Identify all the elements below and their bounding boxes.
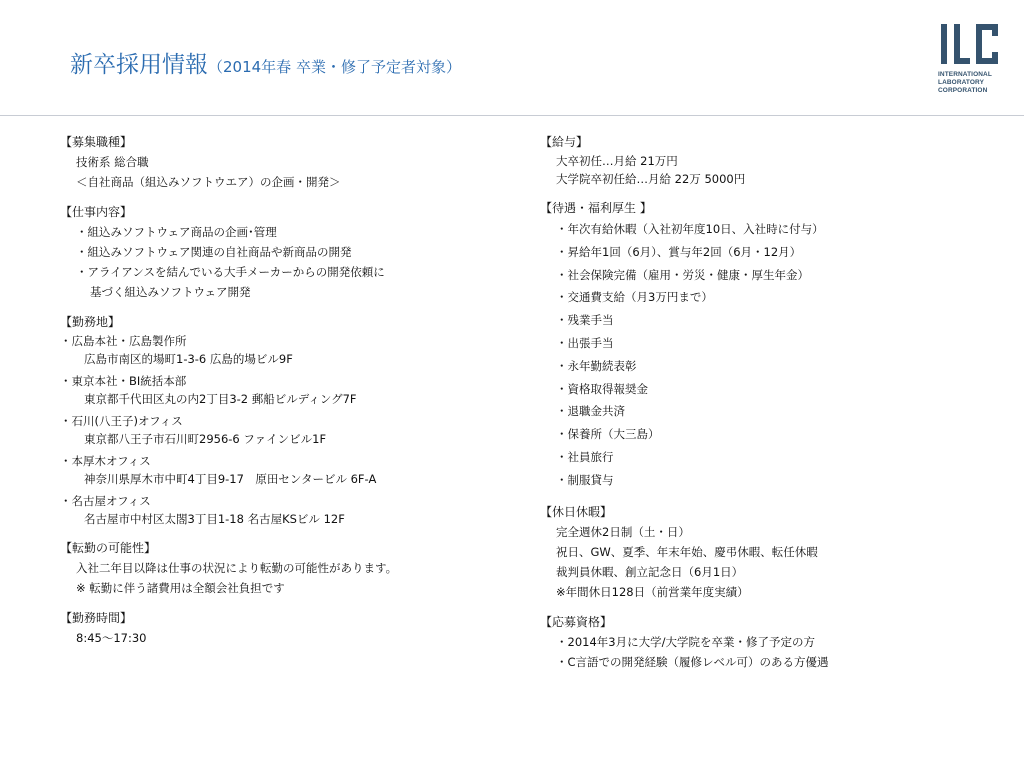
section-heading: 【勤務地】 xyxy=(60,315,121,329)
qualification-item: ・C言語での開発経験（履修レベル可）のある方優遇 xyxy=(556,654,829,669)
benefit-item: ・昇給年1回（6月）、賞与年2回（6月・12月） xyxy=(556,244,802,259)
qualification-item: ・2014年3月に大学/大学院を卒業・修了予定の方 xyxy=(556,634,815,649)
holiday-line: ※年間休日128日（前営業年度実績） xyxy=(556,584,749,599)
section-heading: 【募集職種】 xyxy=(60,135,133,149)
office-name: ・石川(八王子)オフィス xyxy=(60,414,183,428)
office-address: 広島市南区的場町1-3-6 広島的場ビル9F xyxy=(84,352,293,366)
job-type-line: ＜自社商品（組込みソフトウエア）の企画・開発＞ xyxy=(76,175,341,189)
benefit-item: ・社員旅行 xyxy=(556,449,614,464)
title-subtitle: （2014年春 卒業・修了予定者対象） xyxy=(208,58,461,76)
benefit-item: ・年次有給休暇（入社初年度10日、入社時に付与） xyxy=(556,222,824,236)
section-job-type xyxy=(60,132,510,192)
transfer-line: 入社二年目以降は仕事の状況により転勤の可能性があります。 xyxy=(76,561,398,575)
section-work-location xyxy=(60,312,510,528)
logo-line-3: CORPORATION xyxy=(938,87,988,94)
section-heading: 【給与】 xyxy=(540,135,589,149)
section-salary xyxy=(540,132,1000,188)
office-name: ・本厚木オフィス xyxy=(60,454,151,468)
section-heading: 【待遇・福利厚生 】 xyxy=(540,201,652,215)
salary-line: 大学院卒初任給…月給 22万 5000円 xyxy=(556,172,746,186)
section-job-content xyxy=(60,202,510,302)
office-address: 名古屋市中村区太閤3丁目1-18 名古屋KSビル 12F xyxy=(84,512,345,526)
section-holidays xyxy=(540,502,1000,602)
section-heading: 【休日休暇】 xyxy=(540,504,613,519)
job-content-item: ・アライアンスを結んでいる大手メーカーからの開発依頼に xyxy=(76,265,385,279)
right-column xyxy=(540,132,1000,682)
section-benefits xyxy=(540,198,1000,492)
work-hours-value: 8:45～17:30 xyxy=(76,631,147,645)
benefit-item: ・出張手当 xyxy=(556,335,614,350)
section-heading: 【転勤の可能性】 xyxy=(60,541,157,555)
office-name: ・広島本社・広島製作所 xyxy=(60,334,187,348)
page-title xyxy=(70,54,461,77)
holiday-line: 祝日、GW、夏季、年末年始、慶弔休暇、転任休暇 xyxy=(556,544,818,559)
office-address: 東京都千代田区丸の内2丁目3-2 郵船ビルディング7F xyxy=(84,392,357,406)
benefit-item: ・社会保険完備（雇用・労災・健康・厚生年金） xyxy=(556,267,809,282)
benefit-item: ・退職金共済 xyxy=(556,404,625,419)
benefit-item: ・交通費支給（月3万円まで） xyxy=(556,290,713,305)
transfer-line: ※ 転勤に伴う諸費用は全額会社負担です xyxy=(76,581,285,595)
section-transfer xyxy=(60,538,510,598)
logo-line-1: INTERNATIONAL xyxy=(938,71,992,78)
job-content-item: 基づく組込みソフトウェア開発 xyxy=(90,285,251,299)
office-address: 東京都八王子市石川町2956-6 ファインビル1F xyxy=(84,432,327,446)
section-heading: 【応募資格】 xyxy=(540,614,613,629)
office-address: 神奈川県厚木市中町4丁目9-17 原田センタービル 6F-A xyxy=(84,472,377,486)
holiday-line: 裁判員休暇、創立記念日（6月1日） xyxy=(556,564,744,579)
title-main: 新卒採用情報 xyxy=(70,52,208,78)
slide-header xyxy=(0,0,1024,116)
job-type-line: 技術系 総合職 xyxy=(76,155,149,169)
section-heading: 【仕事内容】 xyxy=(60,205,133,219)
holiday-line: 完全週休2日制（土・日） xyxy=(556,524,690,539)
office-name: ・東京本社・BI統括本部 xyxy=(60,374,187,388)
job-content-item: ・組込みソフトウェア商品の企画･管理 xyxy=(76,225,277,239)
section-work-hours xyxy=(60,608,510,648)
header-divider xyxy=(0,115,1024,116)
left-column xyxy=(60,132,510,658)
section-heading: 【勤務時間】 xyxy=(60,611,133,625)
salary-line: 大卒初任…月給 21万円 xyxy=(556,154,678,168)
office-name: ・名古屋オフィス xyxy=(60,494,151,508)
job-content-item: ・組込みソフトウェア関連の自社商品や新商品の開発 xyxy=(76,245,352,259)
section-qualifications xyxy=(540,612,1000,672)
logo-line-2: LABORATORY xyxy=(938,79,985,86)
benefit-item: ・保養所（大三島） xyxy=(556,427,660,442)
benefit-item: ・資格取得報奨金 xyxy=(556,381,648,396)
company-logo xyxy=(938,22,1004,114)
benefit-item: ・制服貸与 xyxy=(556,472,614,487)
benefit-item: ・残業手当 xyxy=(556,313,614,328)
benefit-item: ・永年勤続表彰 xyxy=(556,358,637,373)
